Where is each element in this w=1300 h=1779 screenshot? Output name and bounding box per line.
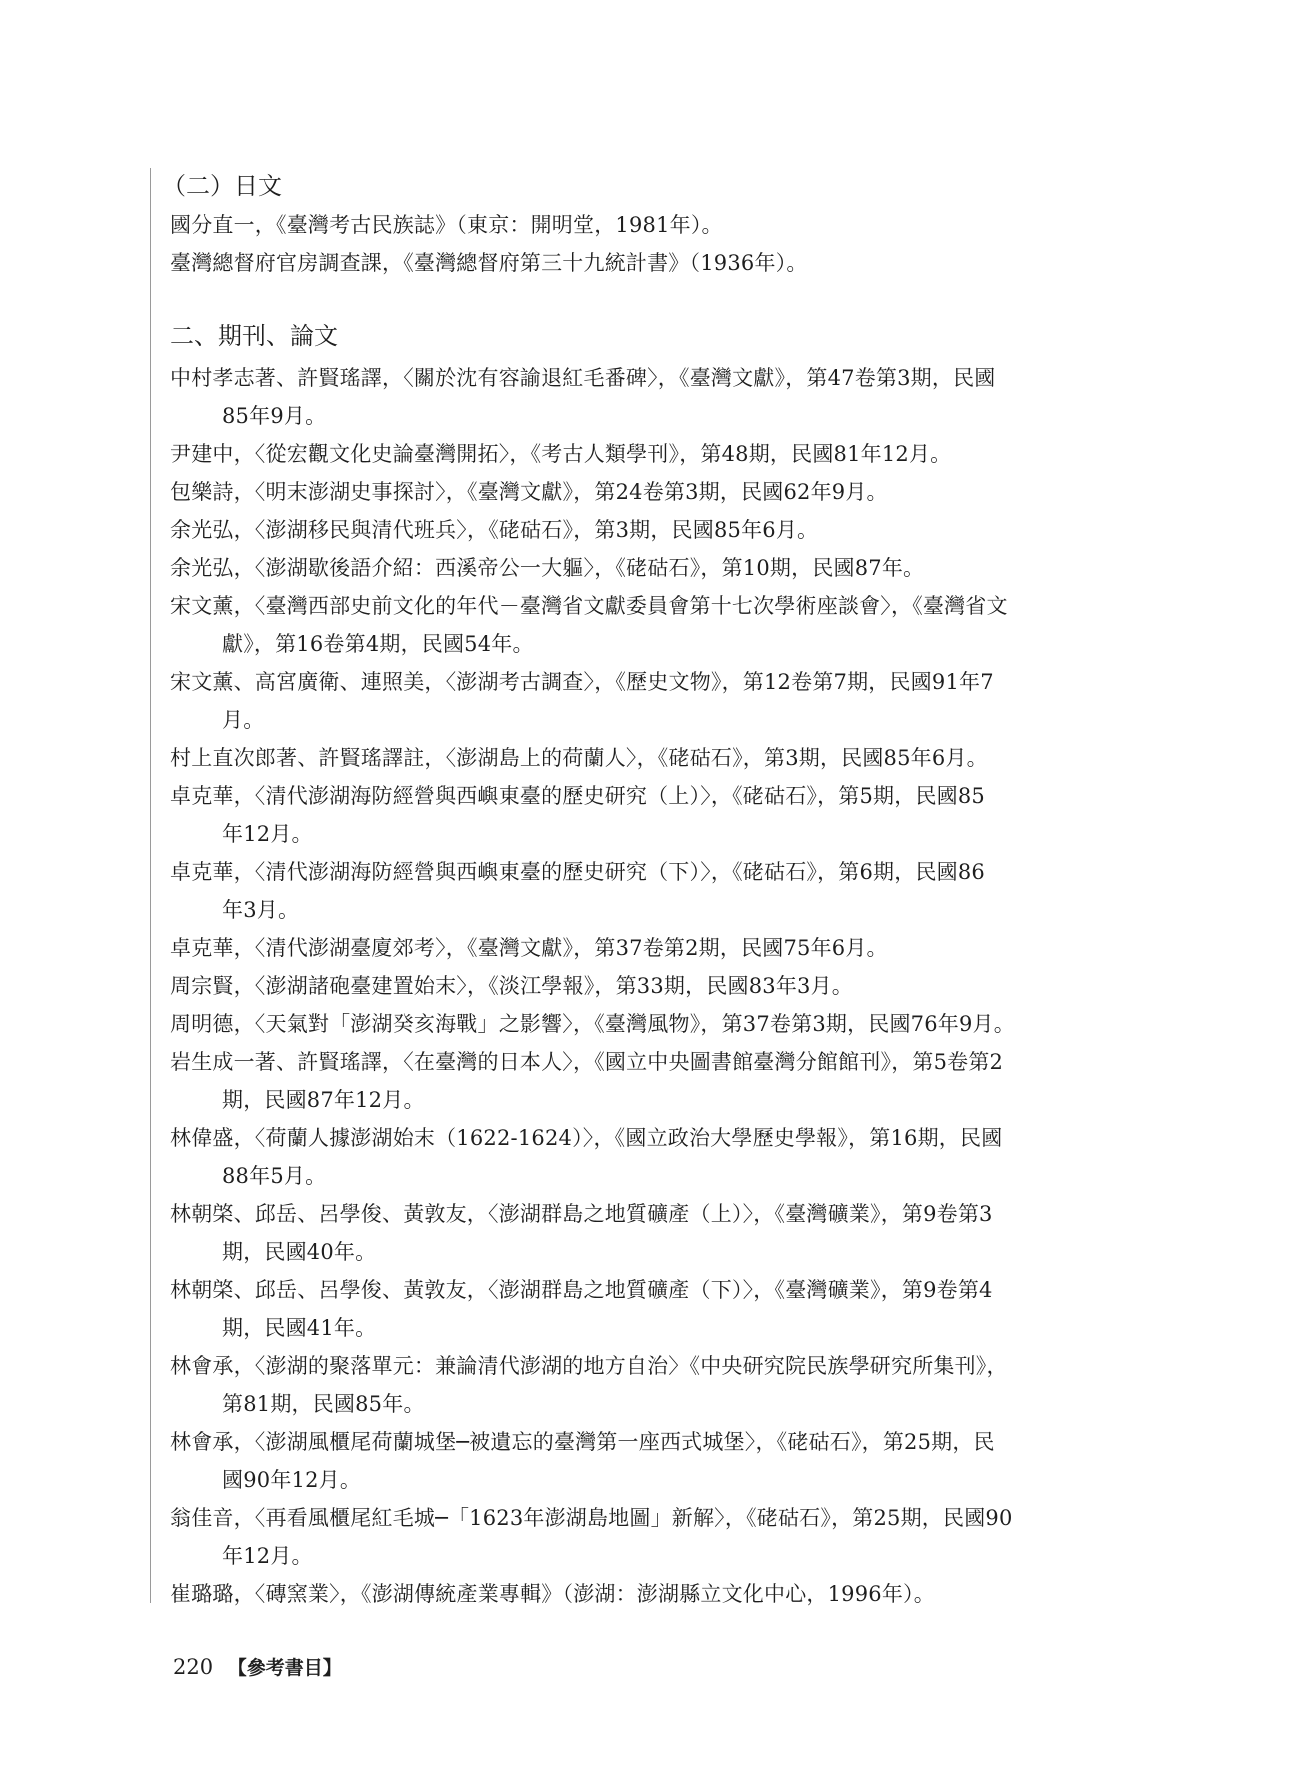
entry-continuation-line: 期，民國87年12月。 xyxy=(222,1088,425,1112)
entry-continuation-line: 國90年12月。 xyxy=(222,1468,362,1492)
entry-line: 林朝棨、邱岳、呂學俊、黃敦友，〈澎湖群島之地質礦產（下）〉，《臺灣礦業》，第9卷第4 xyxy=(170,1278,993,1302)
entry-line: 宋文薰、高宮廣衛、連照美，〈澎湖考古調查〉，《歷史文物》，第12卷第7期，民國91年7 xyxy=(170,670,994,694)
section-journals xyxy=(170,316,1150,1613)
entry-line: 林朝棨、邱岳、呂學俊、黃敦友，〈澎湖群島之地質礦產（上）〉，《臺灣礦業》，第9卷第3 xyxy=(170,1202,993,1226)
entry-continuation-line: 85年9月。 xyxy=(222,404,327,428)
entry-line: 中村孝志著、許賢瑤譯，〈關於沈有容諭退紅毛番碑〉，《臺灣文獻》，第47卷第3期，民國 xyxy=(170,366,996,390)
entry-continuation-line: 年3月。 xyxy=(222,898,300,922)
bibliography-entry xyxy=(170,435,1150,473)
bibliography-entry xyxy=(170,244,1150,282)
bibliography-entry xyxy=(170,359,1150,435)
bibliography-entry xyxy=(170,929,1150,967)
entry-continuation-line: 年12月。 xyxy=(222,1544,313,1568)
entry-continuation-line: 年12月。 xyxy=(222,822,313,846)
entry-line: 翁佳音，〈再看風櫃尾紅毛城─「1623年澎湖島地圖」新解〉，《硓𥑮石》，第25期，民國90 xyxy=(170,1506,1013,1530)
entry-line: 卓克華，〈清代澎湖海防經營與西嶼東臺的歷史研究（上）〉，《硓𥑮石》，第5期，民國85 xyxy=(170,784,985,808)
entry-continuation-line: 第81期，民國85年。 xyxy=(222,1392,425,1416)
bibliography-entry xyxy=(170,549,1150,587)
entry-line: 卓克華，〈清代澎湖臺廈郊考〉，《臺灣文獻》，第37卷第2期，民國75年6月。 xyxy=(170,936,888,960)
entry-line: 卓克華，〈清代澎湖海防經營與西嶼東臺的歷史研究（下）〉，《硓𥑮石》，第6期，民國86 xyxy=(170,860,985,884)
bibliography-entry xyxy=(170,1499,1150,1575)
entry-line: 包樂詩，〈明末澎湖史事探討〉，《臺灣文獻》，第24卷第3期，民國62年9月。 xyxy=(170,480,888,504)
bibliography-entry xyxy=(170,1347,1150,1423)
bibliography-entry xyxy=(170,1119,1150,1195)
bibliography-entry xyxy=(170,1195,1150,1271)
entry-line: 岩生成一著、許賢瑤譯，〈在臺灣的日本人〉，《國立中央圖書館臺灣分館館刊》，第5卷第2 xyxy=(170,1050,1004,1074)
bibliography-entry xyxy=(170,587,1150,663)
bibliography-entry xyxy=(170,777,1150,853)
bibliography-entry xyxy=(170,473,1150,511)
running-title: 【參考書目】 xyxy=(227,1657,342,1679)
bibliography-entry xyxy=(170,1043,1150,1119)
bibliography-entry xyxy=(170,853,1150,929)
section-heading: 二、期刊、論文 xyxy=(170,322,338,350)
entry-continuation-line: 期，民國40年。 xyxy=(222,1240,377,1264)
entry-line: 臺灣總督府官房調查課，《臺灣總督府第三十九統計書》（1936年）。 xyxy=(170,251,808,275)
entry-line: 林偉盛，〈荷蘭人據澎湖始末（1622-1624）〉，《國立政治大學歷史學報》，第16期，民國 xyxy=(170,1126,1003,1150)
bibliography-entry xyxy=(170,206,1150,244)
bibliography-entry xyxy=(170,739,1150,777)
entry-line: 林會承，〈澎湖風櫃尾荷蘭城堡─被遺忘的臺灣第一座西式城堡〉，《硓𥑮石》，第25期，民 xyxy=(170,1430,995,1454)
section-heading: （二）日文 xyxy=(162,172,282,200)
bibliography-entry xyxy=(170,511,1150,549)
entry-line: 周宗賢，〈澎湖諸砲臺建置始末〉，《淡江學報》，第33期，民國83年3月。 xyxy=(170,974,854,998)
bibliography-entry xyxy=(170,663,1150,739)
entry-line: 周明德，〈天氣對「澎湖癸亥海戰」之影響〉，《臺灣風物》，第37卷第3期，民國76年9月。 xyxy=(170,1012,1015,1036)
entry-line: 余光弘，〈澎湖移民與清代班兵〉，《硓𥑮石》，第3期，民國85年6月。 xyxy=(170,518,819,542)
entry-continuation-line: 期，民國41年。 xyxy=(222,1316,377,1340)
entry-line: 尹建中，〈從宏觀文化史論臺灣開拓〉，《考古人類學刊》，第48期，民國81年12月。 xyxy=(170,442,952,466)
entry-line: 宋文薰，〈臺灣西部史前文化的年代－臺灣省文獻委員會第十七次學術座談會〉，《臺灣省文 xyxy=(170,594,1008,618)
entry-line: 余光弘，〈澎湖歇後語介紹：西溪帝公一大軀〉，《硓𥑮石》，第10期，民國87年。 xyxy=(170,556,925,580)
page-footer xyxy=(173,1652,342,1683)
bibliography-entry xyxy=(170,1423,1150,1499)
entry-line: 村上直次郎著、許賢瑤譯註，〈澎湖島上的荷蘭人〉，《硓𥑮石》，第3期，民國85年6月。 xyxy=(170,746,988,770)
entry-list xyxy=(170,206,1150,282)
entry-line: 國分直一，《臺灣考古民族誌》（東京：開明堂，1981年）。 xyxy=(170,213,723,237)
entry-line: 林會承，〈澎湖的聚落單元：兼論清代澎湖的地方自治〉《中央研究院民族學研究所集刊》， xyxy=(170,1354,1008,1378)
bibliography-entry xyxy=(170,1271,1150,1347)
entry-list xyxy=(170,359,1150,1613)
margin-rule xyxy=(150,168,151,1603)
bibliography-entry xyxy=(170,1575,1150,1613)
bibliography-entry xyxy=(170,1005,1150,1043)
page-number: 220 xyxy=(173,1655,214,1679)
entry-line: 崔璐璐，〈磚窯業〉，《澎湖傳統產業專輯》（澎湖：澎湖縣立文化中心，1996年）。 xyxy=(170,1582,935,1606)
entry-continuation-line: 月。 xyxy=(222,708,265,732)
entry-continuation-line: 獻》，第16卷第4期，民國54年。 xyxy=(222,632,534,656)
section-japanese xyxy=(162,166,1150,282)
entry-continuation-line: 88年5月。 xyxy=(222,1164,327,1188)
bibliography-entry xyxy=(170,967,1150,1005)
